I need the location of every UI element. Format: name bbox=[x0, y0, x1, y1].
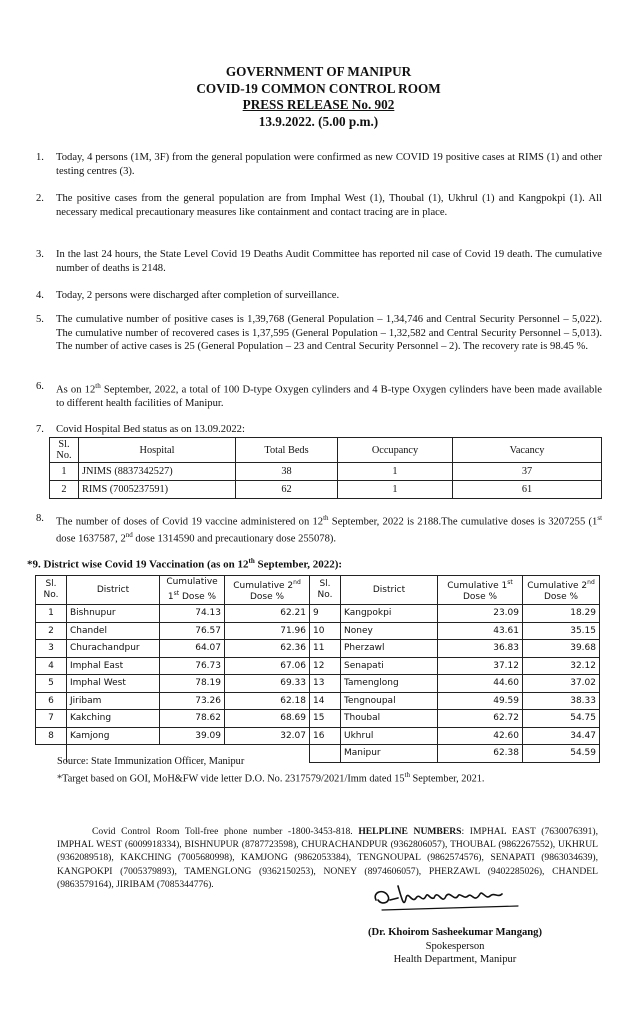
cell-dose1: 64.07 bbox=[160, 640, 225, 658]
cell-sl-2: 13 bbox=[310, 675, 341, 693]
cell-dose1: 39.09 bbox=[160, 727, 225, 745]
cell-dose2: 32.07 bbox=[225, 727, 310, 745]
table-row bbox=[36, 605, 600, 623]
cell-dose2-2: 34.47 bbox=[523, 727, 600, 745]
cell-district-2: Senapati bbox=[341, 657, 438, 675]
item-text: Today, 2 persons were discharged after completion of surveillance. bbox=[56, 290, 340, 301]
item-4 bbox=[36, 289, 602, 303]
item-number: 8. bbox=[36, 513, 44, 524]
item-number: 4. bbox=[36, 290, 44, 301]
cell-dose1: 76.57 bbox=[160, 622, 225, 640]
cell-district-2: Tengnoupal bbox=[341, 692, 438, 710]
cell-dose1-2: 36.83 bbox=[438, 640, 523, 658]
cell-sl: 1 bbox=[50, 463, 79, 481]
signoff-block bbox=[340, 926, 570, 967]
table-row bbox=[36, 657, 600, 675]
cell-dose2: 67.06 bbox=[225, 657, 310, 675]
table-header-row bbox=[36, 576, 600, 605]
cell-district-2: Pherzawl bbox=[341, 640, 438, 658]
cell-dose1-2: 23.09 bbox=[438, 605, 523, 623]
item-text: As on 12th September, 2022, a total of 100 D-type Oxygen cylinders and 4 B-type Oxygen cylinders have been made available to different health facilities of Manipur. bbox=[56, 382, 602, 410]
table-row bbox=[36, 727, 600, 745]
cell-district: Kamjong bbox=[67, 727, 160, 745]
cell-sl: 4 bbox=[36, 657, 67, 675]
signatory-department: Health Department, Manipur bbox=[393, 954, 517, 966]
table-row bbox=[50, 463, 602, 481]
signatory-name: (Dr. Khoirom Sasheekumar Mangang) bbox=[367, 927, 543, 938]
item-text: In the last 24 hours, the State Level Covid 19 Deaths Audit Committee has reported nil case of Covid 19 death. The cumulative number of deaths is 2148. bbox=[56, 249, 602, 274]
cell-dose2-2: 39.68 bbox=[523, 640, 600, 658]
signature-image bbox=[368, 870, 528, 926]
cell-district: Kakching bbox=[67, 710, 160, 728]
item-number: 7. bbox=[36, 424, 44, 435]
cell-district-2: Ukhrul bbox=[341, 727, 438, 745]
cell-sl: 1 bbox=[36, 605, 67, 623]
header-government: GOVERNMENT OF MANIPUR bbox=[225, 64, 412, 79]
item-text: The positive cases from the general population are from Imphal West (1), Thoubal (1), Ukhrul (1) and Kangpokpi (1). All necessary medical precautionary measures like containment and contact tracing are in place. bbox=[56, 193, 602, 218]
header-control-room: COVID-19 COMMON CONTROL ROOM bbox=[196, 80, 441, 96]
cell-dose1-2: 37.12 bbox=[438, 657, 523, 675]
cell-sl: 8 bbox=[36, 727, 67, 745]
cell-sl: 6 bbox=[36, 692, 67, 710]
cell-sl-2: 9 bbox=[310, 605, 341, 623]
col-header-hospital: Hospital bbox=[79, 438, 236, 463]
source-line: Source: State Immunization Officer, Manipur bbox=[57, 756, 245, 767]
item-2 bbox=[36, 192, 602, 219]
item-3 bbox=[36, 248, 602, 275]
cell-sl: 3 bbox=[36, 640, 67, 658]
cell-sl-2: 16 bbox=[310, 727, 341, 745]
cell-dose2-2: 38.33 bbox=[523, 692, 600, 710]
cell-sl-2: 12 bbox=[310, 657, 341, 675]
item-number: 5. bbox=[36, 314, 44, 325]
source-notes bbox=[57, 755, 484, 785]
cell-district: Imphal East bbox=[67, 657, 160, 675]
cell-sl-2: 14 bbox=[310, 692, 341, 710]
signatory-role: Spokesperson bbox=[425, 940, 485, 952]
cell-district-2: Kangpokpi bbox=[341, 605, 438, 623]
cell-district-2: Thoubal bbox=[341, 710, 438, 728]
cell-dose2: 62.18 bbox=[225, 692, 310, 710]
cell-hospital: RIMS (7005237591) bbox=[79, 481, 236, 499]
item-6 bbox=[36, 380, 602, 411]
item-text: The number of doses of Covid 19 vaccine administered on 12th September, 2022 is 2188.The cumulative doses is 3207255 (1st dose 1637587, 2nd dose 1314590 and precautionary dose 255078). bbox=[56, 514, 603, 545]
cell-dose1-2: 49.59 bbox=[438, 692, 523, 710]
cell-dose1: 78.19 bbox=[160, 675, 225, 693]
cell-total-beds: 62 bbox=[236, 481, 338, 499]
cell-total-dose1: 62.38 bbox=[438, 745, 523, 763]
cell-dose2: 71.96 bbox=[225, 622, 310, 640]
cell-total-beds: 38 bbox=[236, 463, 338, 481]
cell-dose1-2: 42.60 bbox=[438, 727, 523, 745]
cell-sl: 5 bbox=[36, 675, 67, 693]
cell-sl-2: 10 bbox=[310, 622, 341, 640]
item-text: Covid Hospital Bed status as on 13.09.2022: bbox=[56, 424, 245, 435]
item-number: 2. bbox=[36, 193, 44, 204]
item-7 bbox=[36, 423, 602, 437]
cell-district: Bishnupur bbox=[67, 605, 160, 623]
vaccination-section-title: *9. District wise Covid 19 Vaccination (as on 12th September, 2022): bbox=[27, 557, 343, 571]
cell-vacancy: 61 bbox=[453, 481, 602, 499]
cell-dose1: 78.62 bbox=[160, 710, 225, 728]
cell-district: Chandel bbox=[67, 622, 160, 640]
cell-dose2-2: 54.75 bbox=[523, 710, 600, 728]
col-header-cumulative-1st-2: Cumulative 1st Dose % bbox=[438, 576, 523, 605]
table-row bbox=[36, 640, 600, 658]
cell-dose2: 62.21 bbox=[225, 605, 310, 623]
cell-district-2: Noney bbox=[341, 622, 438, 640]
col-header-district: District bbox=[67, 576, 160, 605]
table-row bbox=[36, 675, 600, 693]
cell-dose2: 69.33 bbox=[225, 675, 310, 693]
col-header-sl-2: Sl. No. bbox=[310, 576, 341, 605]
cell-dose2-2: 37.02 bbox=[523, 675, 600, 693]
cell-dose1-2: 43.61 bbox=[438, 622, 523, 640]
col-header-district-2: District bbox=[341, 576, 438, 605]
header-press-release: PRESS RELEASE No. 902 bbox=[242, 97, 395, 112]
item-text: The cumulative number of positive cases is 1,39,768 (General Population – 1,34,746 and Central Security Personnel – 5,022). The cumulative number of recovered cases is 1,37,595 (General Population – 1,32,582 and Central Security Personnel – 5,013). The number of active cases is 25 (General Population – 23 and Central Security Personnel – 2). The recovery rate is 98.45 %. bbox=[56, 314, 602, 353]
cell-district-2: Tamenglong bbox=[341, 675, 438, 693]
cell-dose2-2: 32.12 bbox=[523, 657, 600, 675]
cell-dose2-2: 18.29 bbox=[523, 605, 600, 623]
cell-dose1: 76.73 bbox=[160, 657, 225, 675]
cell-sl: 7 bbox=[36, 710, 67, 728]
cell-total-label: Manipur bbox=[341, 745, 438, 763]
hospital-bed-table bbox=[49, 437, 602, 499]
cell-dose1-2: 44.60 bbox=[438, 675, 523, 693]
table-row bbox=[36, 710, 600, 728]
item-number: 1. bbox=[36, 152, 44, 163]
cell-sl-2: 15 bbox=[310, 710, 341, 728]
cell-dose2: 68.69 bbox=[225, 710, 310, 728]
helpline-label: HELPLINE NUMBERS bbox=[358, 826, 462, 837]
table-row bbox=[36, 692, 600, 710]
helpline-numbers: : IMPHAL EAST (7630076391), IMPHAL WEST (6009918334), BISHNUPUR (8787723598), CHURACHANDPUR (9362806057), THOUBAL (9862267552), UKHRUL (9362089518), KAKCHING (7005680998), KAMJONG (9862053384), TENGNOUPAL (9862574576), SENAPATI (9863034639), KANGPOKPI (7005379893), TAMENGLONG (9362150253), NONEY (8974606057), PHERZAWL (9402285026), CHANDEL (9863579164), JIRIBAM (7085344776). bbox=[57, 826, 599, 890]
cell-total-dose2: 54.59 bbox=[523, 745, 600, 763]
cell-dose1-2: 62.72 bbox=[438, 710, 523, 728]
cell-sl: 2 bbox=[36, 622, 67, 640]
col-header-sl: Sl. No. bbox=[50, 438, 79, 463]
target-note: *Target based on GOI, MoH&FW vide letter D.O. No. 2317579/2021/Imm dated 15th September, 2021. bbox=[57, 770, 485, 784]
cell-district: Churachandpur bbox=[67, 640, 160, 658]
item-number: 6. bbox=[36, 381, 44, 392]
vaccination-table bbox=[35, 575, 600, 763]
cell-sl-2: 11 bbox=[310, 640, 341, 658]
item-8 bbox=[36, 512, 602, 546]
cell-occupancy: 1 bbox=[338, 463, 453, 481]
item-number: 3. bbox=[36, 249, 44, 260]
cell-occupancy: 1 bbox=[338, 481, 453, 499]
item-text: Today, 4 persons (1M, 3F) from the general population were confirmed as new COVID 19 positive cases at RIMS (1) and other testing centres (3). bbox=[56, 152, 602, 177]
col-header-sl: Sl. No. bbox=[36, 576, 67, 605]
table-header-row bbox=[50, 438, 602, 463]
cell-dose2: 62.36 bbox=[225, 640, 310, 658]
cell-hospital: JNIMS (8837342527) bbox=[79, 463, 236, 481]
cell-sl: 2 bbox=[50, 481, 79, 499]
cell-district: Imphal West bbox=[67, 675, 160, 693]
cell-dose1: 74.13 bbox=[160, 605, 225, 623]
cell-district: Jiribam bbox=[67, 692, 160, 710]
col-header-total-beds: Total Beds bbox=[236, 438, 338, 463]
tollfree-text: Covid Control Room Toll-free phone number -1800-3453-818. bbox=[92, 826, 359, 837]
col-header-cumulative-2nd-2: Cumulative 2nd Dose % bbox=[523, 576, 600, 605]
cell-vacancy: 37 bbox=[453, 463, 602, 481]
table-row bbox=[50, 481, 602, 499]
col-header-cumulative-2nd: Cumulative 2nd Dose % bbox=[225, 576, 310, 605]
col-header-cumulative-1st: Cumulative 1st Dose % bbox=[160, 576, 225, 605]
col-header-vacancy: Vacancy bbox=[453, 438, 602, 463]
document-header bbox=[0, 64, 637, 130]
item-5 bbox=[36, 313, 602, 354]
header-date: 13.9.2022. (5.00 p.m.) bbox=[258, 113, 379, 129]
cell-dose2-2: 35.15 bbox=[523, 622, 600, 640]
item-1 bbox=[36, 151, 602, 178]
col-header-occupancy: Occupancy bbox=[338, 438, 453, 463]
table-row bbox=[36, 622, 600, 640]
cell-dose1: 73.26 bbox=[160, 692, 225, 710]
